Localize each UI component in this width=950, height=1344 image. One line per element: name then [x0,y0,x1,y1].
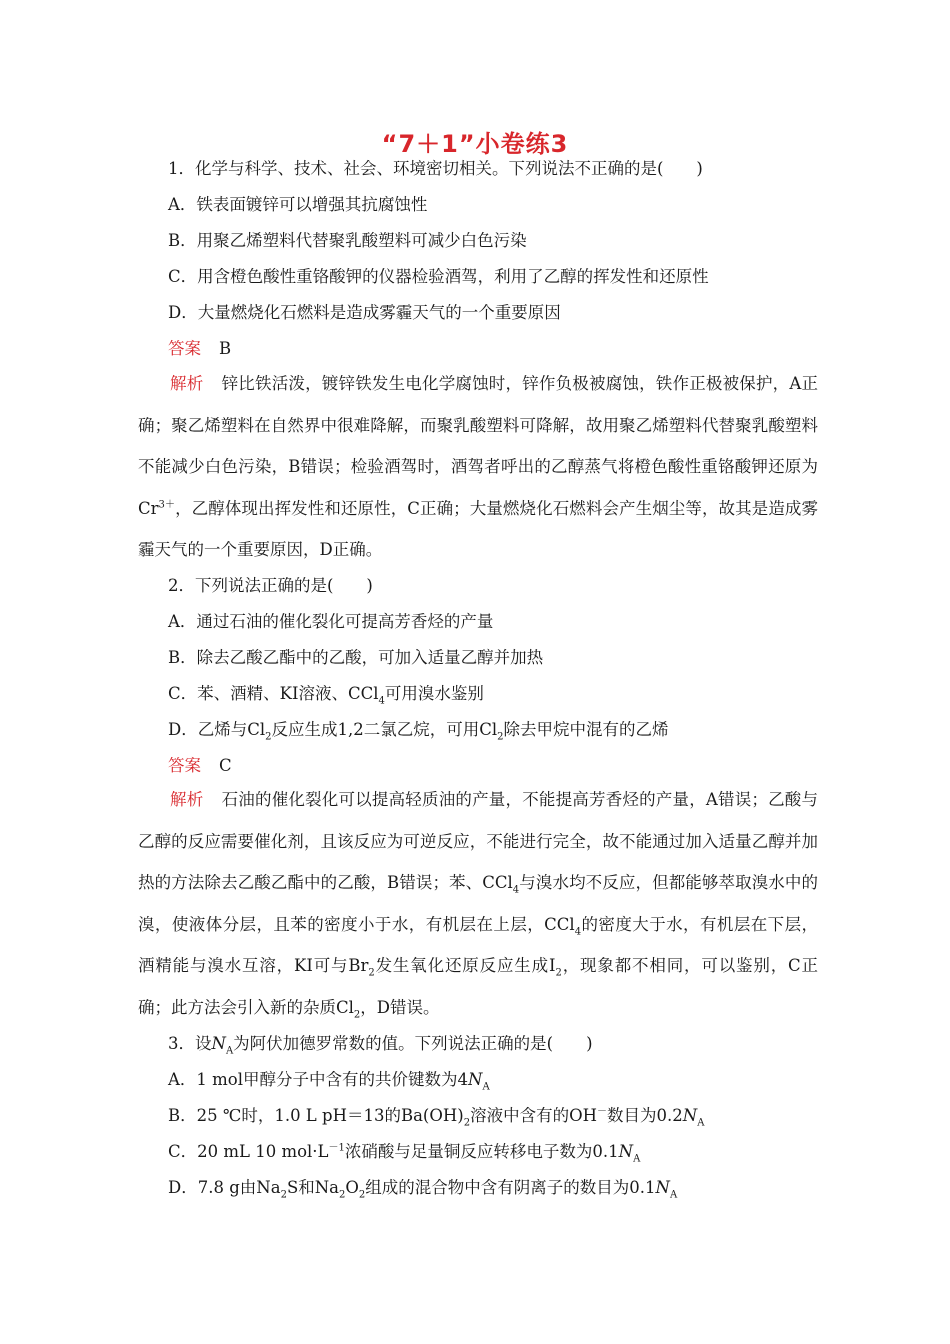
q2-analysis-text-6: ，D错误。 [360,997,440,1017]
q1-analysis-sup: 3＋ [158,499,176,510]
q2-option-a: A．通过石油的催化裂化可提高芳香烃的产量 [168,612,494,631]
q3-option-b-na-sub: A [697,1117,705,1129]
q1-option-a: A．铁表面镀锌可以增强其抗腐蚀性 [168,195,428,214]
q2-option-c-text-2: 可用溴水鉴别 [384,684,484,703]
q2-analysis-sub-4: 2 [555,967,562,979]
q3-option-d [168,1177,677,1199]
q2-answer-label: 答案 [168,756,201,775]
q3-option-c-na: N [618,1142,634,1161]
q3-option-b-sup: － [597,1106,608,1118]
q1-analysis-text-1: 锌比铁活泼，镀锌铁发生电化学腐蚀时，锌作负极被腐蚀，铁作正极被保护，A正确；聚乙烯塑料在自然界中很难降解，而聚乳酸塑料可降解，故用聚乙烯塑料代替聚乳酸塑料不能减少白色污染，B错误；检验酒驾时，酒驾者呼出的乙醇蒸气将橙色酸性重铬酸钾还原为Cr [138,374,819,518]
q3-option-c-text-2: 浓硝酸与足量铜反应转移电子数为0.1 [344,1142,619,1161]
q3-option-b-text-3: 数目为0.2 [607,1106,683,1125]
q3-option-b [168,1105,704,1127]
q2-analysis-sub-2: 4 [574,925,582,937]
q3-option-d-sub-1: 2 [280,1189,287,1201]
q3-option-a-text: A．1 mol甲醇分子中含有的共价键数为4 [168,1070,469,1089]
q3-option-c-text-1: C．20 mL 10 mol·L [168,1142,329,1161]
q2-analysis-text-3: 的密度大于水，有机层在下层，酒精能与溴水互溶，KI可与Br [138,914,819,975]
q2-stem: 2．下列说法正确的是( ) [168,576,373,595]
q3-option-b-text-2: 溶液中含有的OH [470,1106,598,1125]
q2-analysis-label: 解析 [170,790,204,809]
q3-option-d-text-3: O [345,1178,359,1197]
q2-option-d [168,719,669,741]
q2-option-c-text-1: C．苯、酒精、KI溶液、CCl [168,684,379,703]
q1-answer [168,338,231,360]
q3-option-c-sup: －1 [328,1142,345,1154]
q3-stem-text-1: 3．设 [168,1034,212,1053]
q3-option-d-text-2: S和Na [286,1178,340,1197]
q1-analysis-text-2: ，乙醇体现出挥发性和还原性，C正确；大量燃烧化石燃料会产生烟尘等，故其是造成雾霾天气的一个重要原因，D正确。 [138,498,818,559]
q2-option-d-text-1: D．乙烯与Cl [168,720,266,739]
q3-option-d-text-1: D．7.8 g由Na [168,1178,281,1197]
q2-option-c-sub: 4 [378,695,385,707]
q1-option-c: C．用含橙色酸性重铬酸钾的仪器检验酒驾，利用了乙醇的挥发性和还原性 [168,267,709,286]
q2-analysis-text-1: 石油的催化裂化可以提高轻质油的产量，不能提高芳香烃的产量，A错误；乙酸与乙醇的反应需要催化剂，且该反应为可逆反应，不能进行完全，故不能通过加入适量乙醇并加热的方法除去乙酸乙酯中的乙酸，B错误；苯、CCl [138,790,819,892]
q2-answer [168,755,232,777]
q3-option-a [168,1069,490,1091]
q2-analysis-text-2: 与溴水均不反应，但都能够萃取溴水中的溴，使液体分层，且苯的密度小于水，有机层在上层，CCl [138,873,819,934]
q2-option-d-sub-2: 2 [497,731,504,743]
q2-option-d-text-2: 反应生成1,2二氯乙烷，可用Cl [271,720,498,739]
q3-na-symbol: N [211,1034,226,1053]
q3-option-b-text-1: B．25 ℃时，1.0 L pH＝13的Ba(OH) [168,1106,464,1125]
q2-option-d-sub-1: 2 [265,731,272,743]
q2-analysis-sub-1: 4 [512,884,520,896]
q1-answer-label: 答案 [168,339,201,358]
q3-option-b-na: N [682,1106,698,1125]
q3-option-d-text-4: 组成的混合物中含有阴离子的数目为0.1 [365,1178,656,1197]
q2-analysis-text-4: 发生氧化还原反应生成I [374,956,556,975]
q2-analysis [138,779,818,1028]
page-title: “7＋1”小卷练3 [381,130,569,158]
q1-option-d: D．大量燃烧化石燃料是造成雾霾天气的一个重要原因 [168,303,561,322]
q3-option-c [168,1141,640,1163]
q3-na-sub: A [225,1045,234,1057]
q2-option-b: B．除去乙酸乙酯中的乙酸，可加入适量乙醇并加热 [168,648,544,667]
q3-option-b-sub: 2 [463,1117,471,1129]
q1-analysis [138,363,818,571]
q3-stem [168,1033,593,1055]
q3-option-c-na-sub: A [633,1153,641,1165]
q3-option-a-na: N [468,1070,483,1089]
q3-option-a-na-sub: A [482,1081,490,1093]
q2-option-c [168,683,484,705]
q2-option-d-text-3: 除去甲烷中混有的乙烯 [503,720,669,739]
q1-answer-value: B [219,339,232,358]
q2-analysis-sub-5: 2 [353,1008,361,1020]
q3-stem-text-2: 为阿伏加德罗常数的值。下列说法正确的是( ) [233,1034,593,1053]
q3-option-d-sub-3: 2 [358,1189,366,1201]
q2-analysis-text-5: ，现象都不相同，可以鉴别，C正确；此方法会引入新的杂质Cl [138,956,819,1017]
q3-option-d-sub-2: 2 [339,1189,346,1201]
q2-analysis-sub-3: 2 [368,967,375,979]
q1-stem: 1．化学与科学、技术、社会、环境密切相关。下列说法不正确的是( ) [168,159,703,178]
q3-option-d-na-sub: A [669,1189,678,1201]
q3-option-d-na: N [655,1178,670,1197]
q2-answer-value: C [219,756,232,775]
q1-option-b: B．用聚乙烯塑料代替聚乳酸塑料可减少白色污染 [168,231,527,250]
q1-analysis-label: 解析 [170,374,204,393]
